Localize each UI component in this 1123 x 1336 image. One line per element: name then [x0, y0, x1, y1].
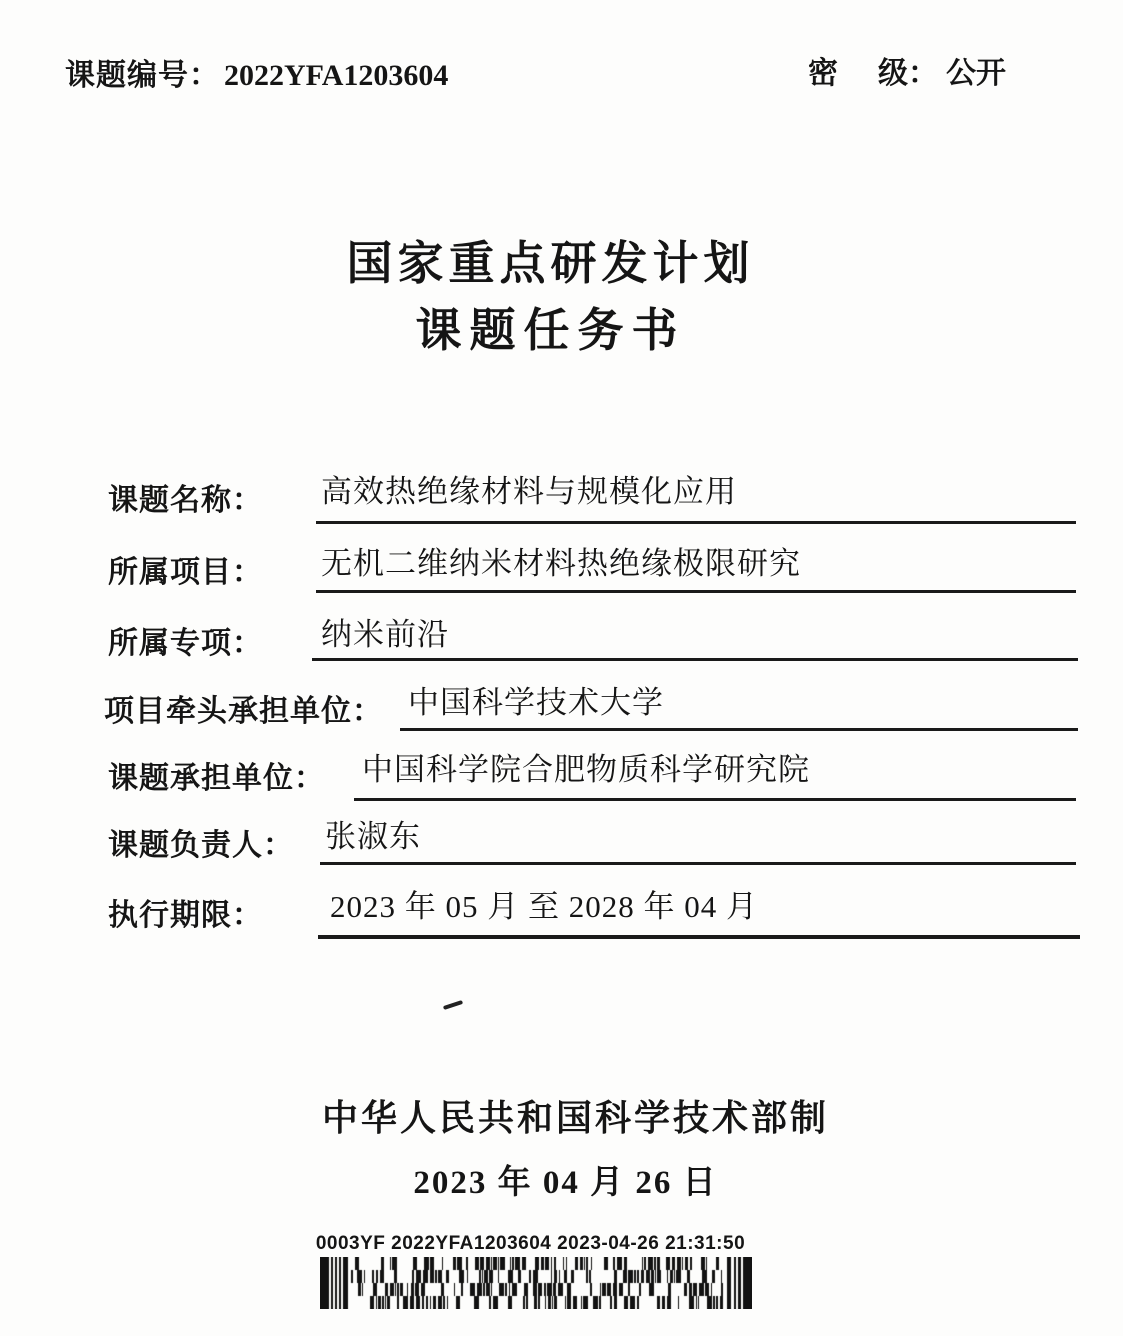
field-underline [316, 521, 1076, 524]
secrecy-char: 密 [808, 57, 838, 90]
field-value: 2023 年 05 月 至 2028 年 04 月 [330, 889, 758, 924]
field-value: 中国科学技术大学 [408, 685, 664, 720]
secrecy-line [808, 48, 1006, 92]
field-label: 所属专项： [108, 627, 263, 660]
project-number-line [65, 50, 448, 94]
field-underline [316, 590, 1076, 593]
field-value: 中国科学院合肥物质科学研究院 [362, 752, 810, 787]
secrecy-value: 公开 [946, 57, 1006, 90]
field-label: 课题负责人： [108, 829, 294, 862]
field-value: 张淑东 [325, 819, 421, 854]
barcode-text: 0003YF 2022YFA1203604 2023-04-26 21:31:50 [315, 1233, 746, 1254]
project-number-label: 课题编号： [65, 59, 220, 92]
field-label: 项目牵头承担单位： [104, 695, 383, 728]
field-underline [312, 658, 1078, 661]
scan-artifact-mark [443, 1000, 463, 1010]
field-underline [320, 862, 1076, 865]
form-row-lead-organization [0, 686, 1123, 732]
form-row-parent-project [0, 547, 1123, 593]
issue-date: 2023 年 04 月 26 日 [413, 1165, 718, 1201]
field-label: 课题名称： [108, 484, 263, 517]
field-label: 所属项目： [108, 556, 263, 589]
issuer-line: 中华人民共和国科学技术部制 [321, 1097, 829, 1138]
field-label: 执行期限： [108, 899, 263, 932]
barcode [320, 1257, 752, 1309]
form-row-execution-period [0, 890, 1123, 936]
project-number-value: 2022YFA1203604 [224, 59, 449, 92]
field-value: 高效热绝缘材料与规模化应用 [321, 474, 737, 509]
field-underline [354, 798, 1076, 801]
field-underline [400, 728, 1078, 731]
field-label: 课题承担单位： [108, 762, 325, 795]
secrecy-level-label: 级： [878, 57, 938, 90]
document-title-line1: 国家重点研发计划 [346, 237, 755, 289]
form-row-principal-investigator [0, 820, 1123, 866]
form-row-project-name [0, 475, 1123, 521]
field-value: 无机二维纳米材料热绝缘极限研究 [321, 546, 801, 581]
field-underline [318, 935, 1080, 939]
document-title-line2: 课题任务书 [415, 304, 686, 357]
form-row-undertaking-organization [0, 753, 1123, 799]
field-value: 纳米前沿 [321, 617, 449, 652]
document-title [0, 236, 1123, 358]
